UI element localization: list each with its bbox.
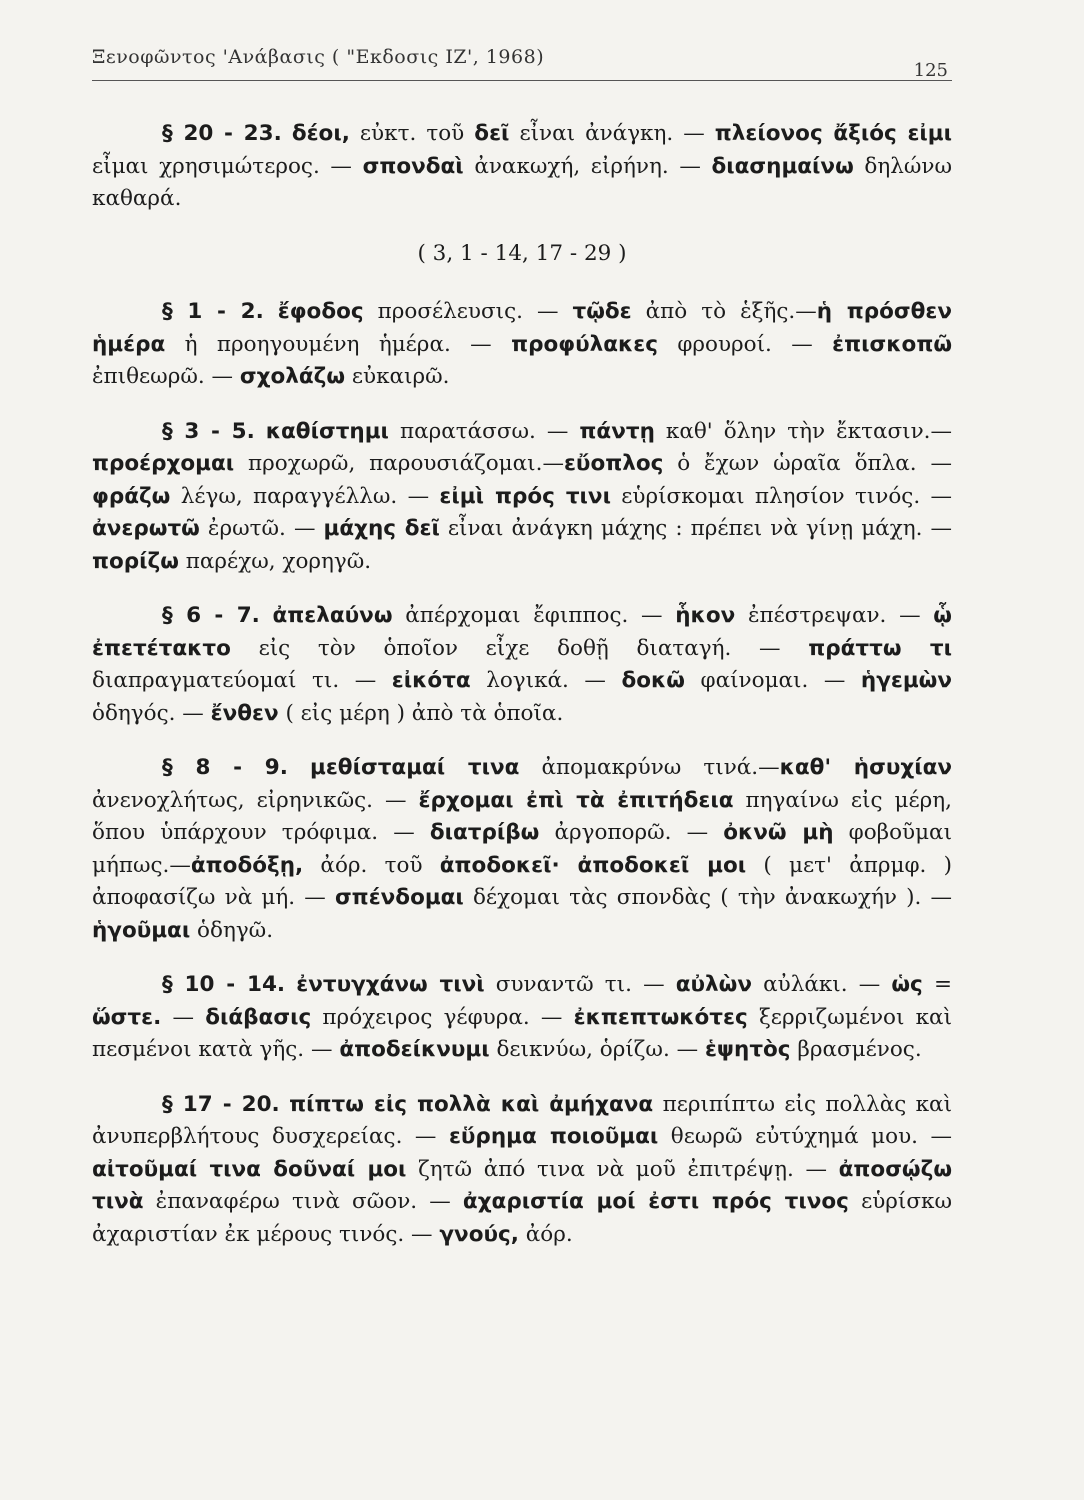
- glossary-definition: εἶναι ἀνάγκη μάχης : πρέπει νὰ γίνῃ μάχη. —: [439, 516, 952, 541]
- glossary-term: αἰτοῦμαί τινα δοῦναί μοι: [92, 1156, 407, 1182]
- glossary-definition: ἀόρ. τοῦ: [303, 852, 440, 878]
- section-number: § 6 - 7.: [162, 603, 260, 628]
- glossary-definition: φαίνομαι. —: [685, 668, 861, 693]
- glossary-term: ἔφοδος: [277, 299, 364, 324]
- glossary-term: πορίζω: [92, 548, 179, 574]
- glossary-term: ἐκπεπτωκότες: [573, 1004, 748, 1030]
- section-number: § 1 - 2.: [162, 299, 264, 324]
- glossary-definition: παρατάσσω. —: [388, 418, 580, 444]
- glossary-term: πράττω τι: [808, 635, 952, 661]
- glossary-term: φράζω: [92, 483, 171, 509]
- glossary-term: εὕρημα ποιοῦμαι: [448, 1124, 659, 1149]
- glossary-term: καθ' ἡσυχίαν: [779, 755, 952, 780]
- glossary-term: ᾧ ἐπετέτακτο: [92, 603, 952, 661]
- glossary-term: ἀχαριστία μοί ἐστι πρός τινος: [462, 1189, 849, 1214]
- glossary-definition: ( εἰς μέρη ) ἀπὸ τὰ ὁποῖα.: [278, 700, 564, 726]
- glossary-definition: ἀργοπορῶ. —: [539, 820, 724, 845]
- glossary-term: σχολάζω: [239, 364, 346, 389]
- running-head: [92, 40, 952, 81]
- glossary-definition: ξερριζωμένοι καὶ πεσμένοι κατὰ γῆς. —: [92, 1004, 953, 1062]
- glossary-definition: πηγαίνω εἰς μέρη, ὅπου ὑπάρχουν τρόφιμα. —: [92, 787, 952, 845]
- glossary-definition: φρουροί. —: [657, 331, 833, 357]
- glossary-term: σπένδομαι: [334, 885, 464, 910]
- section-number: § 8 - 9.: [162, 755, 288, 780]
- glossary-definition: ἀνακωχή, εἰρήνη. —: [463, 153, 712, 179]
- glossary-definition: ἀπέρχομαι ἔφιππος. —: [392, 603, 676, 628]
- glossary-paragraph: [92, 1089, 952, 1252]
- section-number: § 3 - 5.: [162, 418, 255, 444]
- glossary-term: ἀποδείκνυμι: [339, 1037, 490, 1062]
- glossary-definition: εἰς τὸν ὁποῖον εἶχε δοθῇ διαταγή. —: [230, 635, 809, 661]
- glossary-paragraph: [92, 118, 952, 216]
- glossary-term: προέρχομαι: [92, 451, 235, 476]
- glossary-definition: =: [922, 972, 952, 997]
- glossary-definition: πρόχειρος γέφυρα. —: [311, 1004, 574, 1030]
- glossary-definition: ἀπὸ τὸ ἑξῆς.—: [631, 299, 817, 324]
- glossary-definition: εὑρίσκομαι πλησίον τινός. —: [610, 483, 952, 509]
- glossary-term: γνούς,: [439, 1221, 519, 1247]
- glossary-term: σπονδαὶ: [362, 153, 464, 179]
- glossary-term: διάβασις: [205, 1004, 312, 1030]
- glossary-term: ἐπισκοπῶ: [832, 331, 953, 357]
- glossary-definition: ἐπαναφέρω τινὰ σῶον. —: [143, 1189, 463, 1214]
- section-number: § 10 - 14.: [162, 972, 286, 997]
- glossary-definition: ὁδηγός. —: [92, 700, 211, 726]
- glossary-term: μεθίσταμαί τινα: [310, 755, 520, 780]
- glossary-definition: ἐρωτῶ. —: [199, 516, 324, 541]
- glossary-term: ἀποδοκεῖ· ἀποδοκεῖ μοι: [439, 852, 747, 878]
- glossary-term: διατρίβω: [429, 820, 540, 845]
- glossary-term: ἧκον: [675, 603, 736, 628]
- glossary-term: ἀπελαύνω: [272, 603, 393, 628]
- chapter-range-heading: ( 3, 1 - 14, 17 - 29 ): [417, 240, 627, 266]
- glossary-term: πίπτω εἰς πολλὰ καὶ ἀμήχανα: [289, 1091, 654, 1117]
- glossary-term: εἰκότα: [391, 668, 471, 693]
- glossary-definition: φοβοῦμαι μήπως.—: [92, 820, 953, 878]
- glossary-definition: προσέλευσις. —: [363, 299, 573, 324]
- glossary-body: [92, 118, 952, 1273]
- glossary-definition: ἀόρ.: [518, 1221, 573, 1247]
- glossary-paragraph: [92, 296, 952, 394]
- glossary-definition: —: [161, 1004, 206, 1030]
- glossary-term: διασημαίνω: [711, 153, 854, 179]
- glossary-definition: δηλώνω καθαρά.: [92, 153, 952, 211]
- glossary-definition: ἀνενοχλήτως, εἰρηνικῶς. —: [92, 787, 419, 813]
- glossary-term: ὥστε.: [92, 1004, 162, 1030]
- glossary-definition: ἐπιθεωρῶ. —: [92, 364, 240, 389]
- glossary-term: εὔοπλος: [563, 451, 664, 476]
- glossary-definition: καθ' ὅλην τὴν ἔκτασιν.—: [654, 418, 952, 444]
- glossary-definition: βρασμένος.: [790, 1037, 922, 1062]
- glossary-paragraph: [92, 416, 952, 579]
- glossary-term: ἀποδόξῃ,: [190, 852, 304, 878]
- glossary-term: πλείονος ἄξιός εἰμι: [714, 121, 952, 146]
- glossary-definition: προχωρῶ, παρουσιάζομαι.—: [234, 451, 564, 476]
- glossary-term: αὐλὼν: [675, 972, 752, 997]
- glossary-definition: λογικά. —: [470, 668, 622, 693]
- glossary-definition: διαπραγματεύομαί τι. —: [92, 668, 392, 693]
- glossary-definition: εὐκτ. τοῦ: [349, 121, 475, 146]
- glossary-definition: εἶναι ἀνάγκη. —: [509, 121, 715, 146]
- glossary-term: προφύλακες: [511, 331, 658, 357]
- glossary-term: ἐντυγχάνω τινὶ: [296, 972, 485, 997]
- glossary-term: ἡγοῦμαι: [92, 917, 191, 943]
- glossary-term: τῷδε: [572, 299, 632, 324]
- glossary-definition: ζητῶ ἀπό τινα νὰ μοῦ ἐπιτρέψῃ. —: [406, 1156, 839, 1182]
- glossary-definition: αὐλάκι. —: [751, 972, 892, 997]
- glossary-definition: ( μετ' ἀπρμφ. ) ἀποφασίζω νὰ μή. —: [92, 852, 952, 910]
- glossary-term: μάχης δεῖ: [323, 516, 440, 541]
- glossary-term: καθίστημι: [265, 418, 389, 444]
- glossary-term: ὡς: [891, 972, 923, 997]
- section-number: § 20 - 23.: [162, 121, 282, 146]
- glossary-definition: δεικνύω, ὁρίζω. —: [489, 1037, 705, 1062]
- page-number: 125: [913, 60, 948, 81]
- glossary-definition: ἀπομακρύνω τινά.—: [519, 755, 780, 780]
- glossary-term: ἀποσῴζω τινὰ: [92, 1156, 953, 1214]
- glossary-term: ἔρχομαι ἐπὶ τὰ ἐπιτήδεια: [418, 787, 734, 813]
- glossary-definition: ὁδηγῶ.: [190, 917, 274, 943]
- glossary-term: ἡ πρόσθεν ἡμέρα: [92, 299, 952, 357]
- glossary-term: ἀνερωτῶ: [92, 516, 200, 541]
- glossary-definition: παρέχω, χορηγῶ.: [178, 548, 372, 574]
- glossary-definition: εἶμαι χρησιμώτερος. —: [92, 153, 363, 179]
- running-title: Ξενοφῶντος 'Ανάβασις ( "Εκδοσις ΙΖ', 1968): [92, 46, 545, 68]
- glossary-definition: εὑρίσκω ἀχαριστίαν ἐκ μέρους τινός. —: [92, 1189, 952, 1247]
- glossary-term: δεῖ: [474, 121, 510, 146]
- glossary-definition: λέγω, παραγγέλλω. —: [170, 483, 440, 509]
- glossary-term: εἰμὶ πρός τινι: [439, 483, 611, 509]
- glossary-paragraph: [92, 752, 952, 947]
- glossary-term: δοκῶ: [621, 668, 685, 693]
- glossary-paragraph: [92, 600, 952, 730]
- glossary-term: ἔνθεν: [210, 700, 279, 726]
- glossary-term: ὀκνῶ μὴ: [723, 820, 834, 845]
- glossary-definition: δέχομαι τὰς σπονδὰς ( τὴν ἀνακωχήν ). —: [463, 885, 952, 910]
- glossary-definition: ἐπέστρεψαν. —: [735, 603, 934, 628]
- glossary-definition: ἡ προηγουμένη ἡμέρα. —: [165, 331, 512, 357]
- glossary-definition: συναντῶ τι. —: [484, 972, 676, 997]
- glossary-term: ἑψητὸς: [704, 1037, 791, 1062]
- glossary-term: δέοι,: [291, 121, 350, 146]
- glossary-definition: περιπίπτω εἰς πολλὰς καὶ ἀνυπερβλήτους δυσχερείας. —: [92, 1091, 952, 1149]
- section-number: § 17 - 20.: [162, 1091, 280, 1117]
- glossary-definition: ὁ ἔχων ὡραῖα ὅπλα. —: [663, 451, 952, 476]
- glossary-definition: θεωρῶ εὐτύχημά μου. —: [658, 1124, 952, 1149]
- glossary-term: ἡγεμὼν: [860, 668, 952, 693]
- glossary-paragraph: [92, 969, 952, 1067]
- glossary-term: πάντῃ: [579, 418, 655, 444]
- glossary-definition: εὐκαιρῶ.: [345, 364, 450, 389]
